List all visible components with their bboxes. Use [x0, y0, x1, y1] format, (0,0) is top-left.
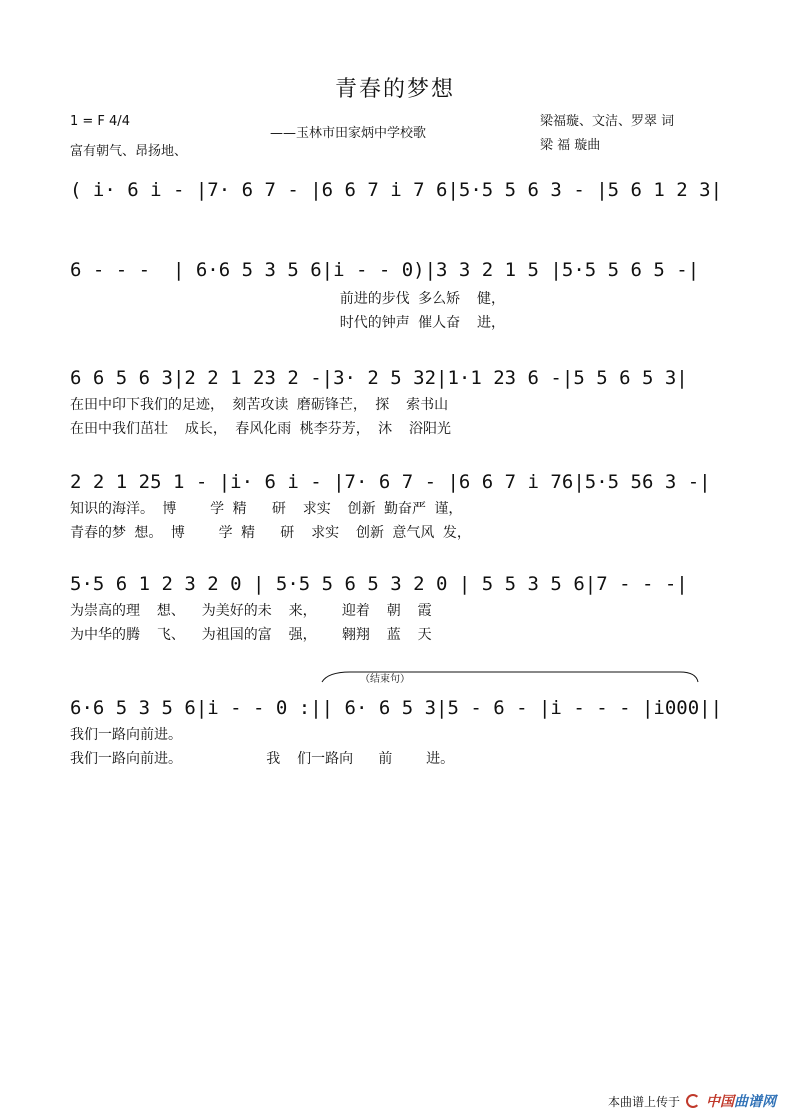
lyrics-verse-1: 为崇高的理 想、 为美好的未 来， 迎着 朝 霞 [70, 603, 432, 619]
site-logo-icon [686, 1094, 700, 1108]
lyrics-verse-1: 前进的步伐 多么矫 健， [70, 291, 506, 307]
lyrics-verse-2: 时代的钟声 催人奋 进， [70, 315, 506, 331]
notation-line: 6 - - - | 6·6 5 3 5 6|i - - 0)|3 3 2 1 5 |5·5 5 6 5 -| [70, 259, 700, 281]
key-meter: 1 = F 4/4 [70, 114, 130, 129]
composer-credit: 梁 福 璇曲 [540, 138, 601, 153]
lyrics-verse-2: 青春的梦 想。 博 学 精 研 求实 创新 意气风 发， [70, 525, 471, 541]
notation-line: 6 6 5 6 3|2 2 1 23 2 -|3· 2 5 32|1·1 23 6 -|5 5 6 5 3| [70, 367, 688, 389]
notation-line: 6·6 5 3 5 6|i - - 0 :|| 6· 6 5 3|5 - 6 - |i - - - |i000|| [70, 697, 723, 719]
lyrics-verse-1: 在田中印下我们的足迹， 刻苦攻读 磨砺锋芒， 探 索书山 [70, 397, 449, 413]
lyrics-verse-1: 知识的海洋。 博 学 精 研 求实 创新 勤奋严 谨， [70, 501, 463, 517]
lyricist-credit: 梁福璇、文洁、罗翠 词 [540, 114, 675, 129]
expression-mark: 富有朝气、昂扬地、 [70, 144, 188, 159]
lyrics-verse-2: 我们一路向前进。 我 们一路向 前 进。 [70, 751, 455, 767]
notation-line: 5·5 6 1 2 3 2 0 | 5·5 5 6 5 3 2 0 | 5 5 3 5 6|7 - - -| [70, 573, 688, 595]
lyrics-verse-2: 为中华的腾 飞、 为祖国的富 强， 翱翔 蓝 天 [70, 627, 432, 643]
lyrics-verse-1: 我们一路向前进。 [70, 727, 182, 743]
site-footer [608, 1091, 776, 1111]
site-logo-text[interactable]: 中国曲谱网 [706, 1094, 776, 1110]
notation-line: ( i· 6 i - |7· 6 7 - |6 6 7 i 7 6|5·5 5 6 3 - |5 6 1 2 3| [70, 179, 723, 201]
notation-line: 2 2 1 25 1 - |i· 6 i - |7· 6 7 - |6 6 7 i 76|5·5 56 3 -| [70, 471, 711, 493]
ending-label: （结束句） [360, 674, 410, 685]
lyrics-verse-2: 在田中我们茁壮 成长， 春风化雨 桃李芬芳， 沐 浴阳光 [70, 421, 451, 437]
subtitle: ——玉林市田家炳中学校歌 [270, 126, 427, 141]
upload-text: 本曲谱上传于 [607, 1094, 680, 1109]
song-title: 青春的梦想 [334, 77, 455, 102]
